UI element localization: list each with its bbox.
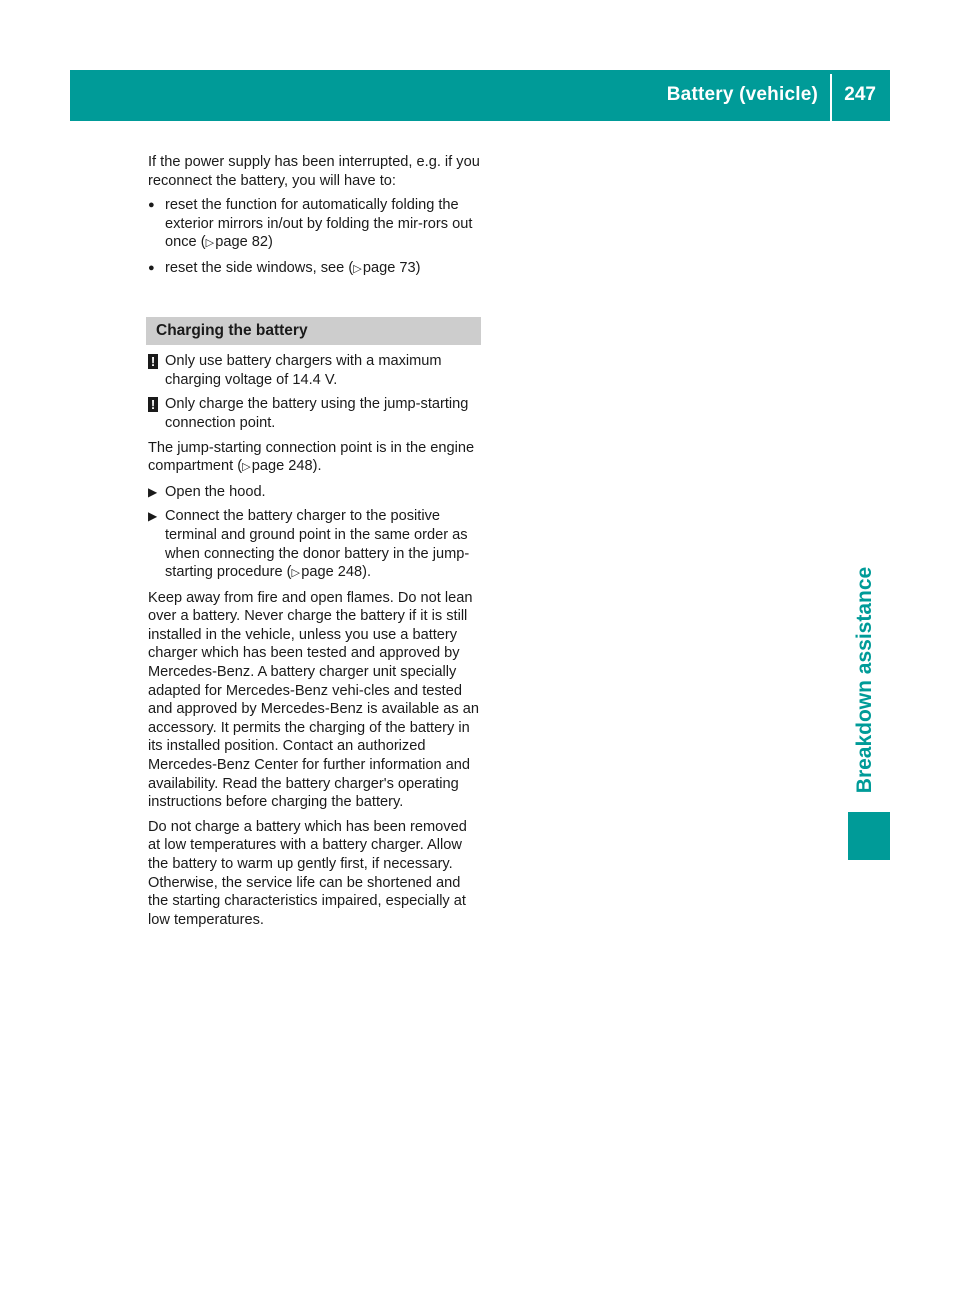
header-divider [830, 74, 832, 121]
intro-paragraph: If the power supply has been interrupted, e.g. if you reconnect the battery, you will have to: [148, 154, 480, 189]
page-reference-arrow-icon: ▷ [291, 567, 301, 580]
section-spacer [148, 285, 481, 317]
intro-bullet-list [148, 196, 481, 278]
page-number: 247 [844, 84, 876, 105]
page-reference-link[interactable]: page 73 [362, 259, 416, 276]
header-title: Battery (vehicle) [666, 84, 818, 105]
step-item [148, 507, 481, 582]
list-item [148, 259, 481, 279]
bullet-icon: ● [148, 261, 155, 274]
list-item-text: reset the side windows, see ( [165, 259, 354, 276]
list-item [148, 196, 481, 253]
warning-icon: ! [148, 354, 158, 369]
list-item-end: ) [415, 259, 421, 276]
side-tab-label: Breakdown assistance [853, 566, 876, 794]
body-paragraph: Do not charge a battery which has been removed at low temperatures with a battery charger. Allow the battery to warm up gently first, if necessary. Otherwise, the service life can be shortened and the starting characteristics impaired, especially at low temperatures. [148, 818, 467, 928]
page-reference-link[interactable]: page 248 [301, 564, 363, 581]
location-paragraph [148, 439, 481, 477]
location-end: ). [312, 458, 322, 475]
step-arrow-icon: ▶ [148, 509, 158, 524]
warning-note [148, 395, 481, 432]
page-reference-arrow-icon: ▷ [353, 262, 362, 275]
bullet-icon: ● [148, 199, 155, 212]
section-heading: Charging the battery [146, 317, 481, 346]
step-end: ). [362, 564, 372, 581]
side-tab-marker [848, 812, 890, 860]
warning-icon: ! [148, 397, 158, 412]
page-reference-link[interactable]: page 248 [251, 458, 313, 475]
list-item-text: reset the function for automatically folding the exterior mirrors in/out by folding the mir-rors out once ( [165, 197, 473, 251]
step-arrow-icon: ▶ [148, 484, 158, 499]
page-content [148, 153, 481, 935]
list-item-end: ) [268, 234, 273, 251]
location-text: The jump-starting connection point is in the engine compartment ( [148, 439, 475, 475]
side-tab [840, 555, 890, 805]
step-text: Connect the battery charger to the positive terminal and ground point in the same order as when connecting the donor battery in the jump-starting procedure ( [165, 508, 470, 581]
page-header [70, 70, 890, 121]
warning-note [148, 352, 481, 389]
warning-text: Only use battery chargers with a maximum charging voltage of 14.4 V. [165, 353, 442, 388]
warning-text: Only charge the battery using the jump-starting connection point. [165, 396, 469, 431]
step-item [148, 483, 481, 502]
step-text: Open the hood. [165, 483, 266, 500]
body-paragraph: Keep away from fire and open flames. Do not lean over a battery. Never charge the battery if it is still installed in the vehicle, unless you use a battery charger which has been tested and approved by Mercedes-Benz. A battery charger unit specially adapted for Mercedes-Benz vehi-cles and tested and approved by Mercedes-Benz is available as an accessory. It permits the charging of the battery in its installed position. Contact an authorized Mercedes-Benz Center for further information and availability. Read the battery charger's operating instructions before charging the battery. [148, 589, 479, 811]
page-reference-link[interactable]: page 82 [215, 234, 269, 251]
page-reference-arrow-icon: ▷ [205, 237, 215, 250]
page-reference-arrow-icon: ▷ [242, 461, 251, 474]
